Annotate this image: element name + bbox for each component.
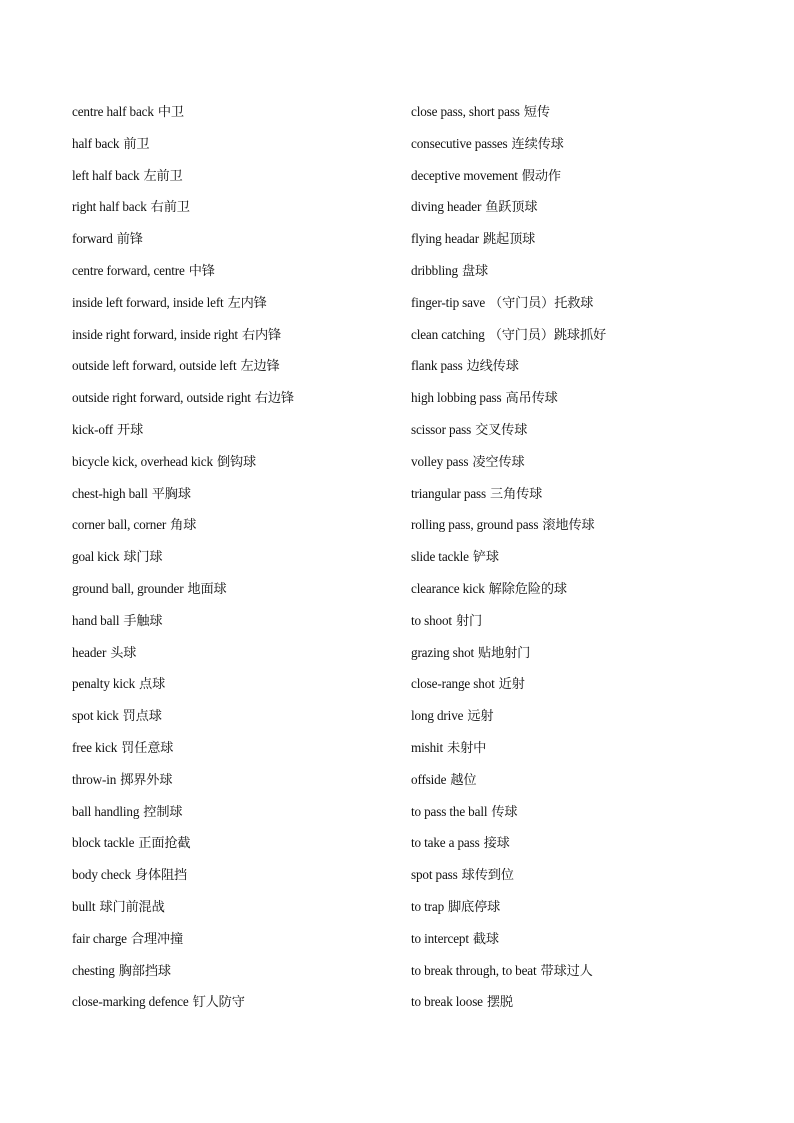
term-english: flying headar xyxy=(411,231,479,247)
term-english: high lobbing pass xyxy=(411,390,502,406)
term-chinese: 合理冲撞 xyxy=(130,931,184,947)
term-row xyxy=(411,255,741,287)
term-english: consecutive passes xyxy=(411,135,508,151)
term-chinese: 平胸球 xyxy=(151,486,191,502)
term-english: forward xyxy=(72,231,113,247)
term-row xyxy=(72,509,402,541)
term-chinese: 头球 xyxy=(110,645,137,661)
term-chinese: 右边锋 xyxy=(254,391,294,407)
term-row xyxy=(72,764,402,796)
term-english: to trap xyxy=(411,898,445,914)
term-english: triangular pass xyxy=(411,485,487,501)
term-row xyxy=(72,637,402,669)
term-english: kick-off xyxy=(72,421,114,437)
term-chinese: 倒钩球 xyxy=(216,454,257,470)
term-english: finger-tip save xyxy=(411,294,486,310)
left-term-column xyxy=(72,96,402,1018)
term-row xyxy=(411,827,741,859)
term-english: diving header xyxy=(411,199,482,215)
term-english: spot kick xyxy=(72,708,119,724)
term-english: centre half back xyxy=(72,104,154,119)
term-english: to shoot xyxy=(411,612,452,628)
term-row xyxy=(72,382,402,414)
term-chinese: 罚点球 xyxy=(122,709,162,725)
term-row xyxy=(411,96,741,128)
term-english: outside left forward, outside left xyxy=(72,358,237,374)
term-chinese: 连续传球 xyxy=(511,136,564,152)
term-chinese: 球门前混战 xyxy=(99,899,165,915)
term-chinese: 假动作 xyxy=(521,168,561,184)
term-row xyxy=(72,255,402,287)
term-row xyxy=(72,986,402,1018)
term-chinese: 球门球 xyxy=(123,550,163,566)
term-row xyxy=(72,605,402,637)
term-chinese: 贴地射门 xyxy=(478,645,531,661)
term-row xyxy=(72,446,402,478)
term-english: slide tackle xyxy=(411,549,469,565)
term-row xyxy=(72,350,402,382)
term-row xyxy=(72,668,402,700)
term-english: ground ball, grounder xyxy=(72,580,184,596)
term-english: left half back xyxy=(72,167,140,183)
term-english: throw-in xyxy=(72,771,117,787)
term-row xyxy=(72,732,402,764)
term-english: dribbling xyxy=(411,262,459,278)
term-chinese: 左内锋 xyxy=(227,295,267,311)
term-english: deceptive movement xyxy=(411,167,518,183)
term-row xyxy=(411,573,741,605)
term-chinese: 鱼跃顶球 xyxy=(485,200,538,216)
term-chinese: （守门员）托救球 xyxy=(489,295,594,311)
term-chinese: 凌空传球 xyxy=(472,454,525,470)
term-chinese: 铲球 xyxy=(472,550,499,566)
term-english: chest-high ball xyxy=(72,485,148,501)
term-english: chesting xyxy=(72,962,115,978)
term-chinese: 越位 xyxy=(450,772,477,788)
term-row xyxy=(411,764,741,796)
term-chinese: 正面抢截 xyxy=(138,836,191,852)
term-chinese: 胸部挡球 xyxy=(118,963,171,979)
term-row xyxy=(72,955,402,987)
term-english: body check xyxy=(72,867,131,883)
term-row xyxy=(411,287,741,319)
term-chinese: 角球 xyxy=(170,518,197,534)
term-row xyxy=(411,414,741,446)
term-row xyxy=(411,509,741,541)
term-english: to pass the ball xyxy=(411,803,488,819)
term-chinese: 前卫 xyxy=(123,136,150,152)
term-chinese: （守门员）跳球抓好 xyxy=(488,327,607,343)
term-english: half back xyxy=(72,135,120,151)
term-chinese: 盘球 xyxy=(462,263,489,279)
term-chinese: 近射 xyxy=(498,677,525,693)
term-row xyxy=(72,891,402,923)
term-row xyxy=(72,923,402,955)
term-chinese: 中锋 xyxy=(188,263,215,279)
term-english: spot pass xyxy=(411,867,458,883)
term-english: offside xyxy=(411,771,447,787)
term-row xyxy=(411,859,741,891)
term-row xyxy=(411,191,741,223)
term-chinese: 截球 xyxy=(472,931,499,947)
term-english: rolling pass, ground pass xyxy=(411,517,539,533)
term-english: outside right forward, outside right xyxy=(72,390,251,406)
term-chinese: 前锋 xyxy=(116,232,143,248)
term-row xyxy=(72,160,402,192)
term-row xyxy=(72,319,402,351)
term-row xyxy=(72,96,402,128)
term-row xyxy=(411,223,741,255)
term-row xyxy=(411,319,741,351)
term-chinese: 三角传球 xyxy=(490,486,543,502)
term-english: centre forward, centre xyxy=(72,262,185,278)
term-english: hand ball xyxy=(72,612,120,628)
term-english: to break loose xyxy=(411,994,483,1010)
term-row xyxy=(411,700,741,732)
term-row xyxy=(411,382,741,414)
term-english: bullt xyxy=(72,898,96,914)
term-english: to intercept xyxy=(411,930,469,946)
term-row xyxy=(411,732,741,764)
term-chinese: 右前卫 xyxy=(150,200,190,216)
term-chinese: 摆脱 xyxy=(486,995,513,1011)
term-row xyxy=(72,541,402,573)
term-english: close pass, short pass xyxy=(411,104,520,119)
term-english: penalty kick xyxy=(72,676,136,692)
term-row xyxy=(411,955,741,987)
term-row xyxy=(72,700,402,732)
term-english: inside left forward, inside left xyxy=(72,294,224,310)
term-chinese: 带球过人 xyxy=(540,963,593,979)
term-chinese: 开球 xyxy=(117,422,144,438)
term-english: to take a pass xyxy=(411,835,480,851)
term-english: close-marking defence xyxy=(72,994,189,1010)
term-english: free kick xyxy=(72,739,118,755)
term-chinese: 地面球 xyxy=(187,581,227,597)
term-row xyxy=(72,796,402,828)
term-row xyxy=(411,637,741,669)
term-row xyxy=(411,350,741,382)
term-row xyxy=(411,541,741,573)
term-row xyxy=(411,891,741,923)
term-chinese: 中卫 xyxy=(157,105,184,120)
term-english: block tackle xyxy=(72,835,135,851)
term-row xyxy=(411,478,741,510)
term-english: volley pass xyxy=(411,453,469,469)
term-english: fair charge xyxy=(72,930,127,946)
term-chinese: 身体阻挡 xyxy=(134,868,188,884)
term-chinese: 边线传球 xyxy=(466,359,519,375)
term-chinese: 钉人防守 xyxy=(192,995,245,1011)
term-row xyxy=(411,605,741,637)
term-row xyxy=(411,986,741,1018)
term-row xyxy=(72,573,402,605)
term-chinese: 传球 xyxy=(491,804,518,820)
term-english: grazing shot xyxy=(411,644,475,660)
term-english: close-range shot xyxy=(411,676,495,692)
term-chinese: 短传 xyxy=(523,105,550,120)
term-row xyxy=(411,923,741,955)
term-chinese: 接球 xyxy=(483,836,510,852)
term-row xyxy=(72,859,402,891)
term-english: goal kick xyxy=(72,549,120,565)
term-row xyxy=(72,478,402,510)
term-english: bicycle kick, overhead kick xyxy=(72,453,213,469)
term-chinese: 未射中 xyxy=(447,740,487,756)
term-chinese: 跳起顶球 xyxy=(483,232,536,248)
term-english: clearance kick xyxy=(411,580,485,596)
term-chinese: 交叉传球 xyxy=(475,422,528,438)
term-chinese: 罚任意球 xyxy=(121,740,174,756)
term-english: mishit xyxy=(411,739,444,755)
term-row xyxy=(411,796,741,828)
right-term-column xyxy=(411,96,741,1018)
term-chinese: 高吊传球 xyxy=(505,391,558,407)
term-chinese: 右内锋 xyxy=(241,327,282,343)
term-english: right half back xyxy=(72,199,147,215)
term-chinese: 手触球 xyxy=(123,613,163,629)
term-english: corner ball, corner xyxy=(72,517,167,533)
term-row xyxy=(411,128,741,160)
term-row xyxy=(411,668,741,700)
term-chinese: 左边锋 xyxy=(240,359,280,375)
term-chinese: 脚底停球 xyxy=(448,899,501,915)
term-chinese: 左前卫 xyxy=(143,168,183,184)
term-chinese: 点球 xyxy=(139,677,166,693)
term-english: inside right forward, inside right xyxy=(72,326,238,342)
term-row xyxy=(72,827,402,859)
term-row xyxy=(72,191,402,223)
term-row xyxy=(72,128,402,160)
term-english: ball handling xyxy=(72,803,140,819)
term-english: header xyxy=(72,644,107,660)
term-english: scissor pass xyxy=(411,421,472,437)
term-chinese: 射门 xyxy=(455,613,483,629)
term-row xyxy=(72,414,402,446)
term-english: clean catching xyxy=(411,326,485,342)
term-chinese: 掷界外球 xyxy=(120,772,173,788)
term-chinese: 远射 xyxy=(467,709,494,725)
term-row xyxy=(411,446,741,478)
term-english: long drive xyxy=(411,708,464,724)
term-chinese: 控制球 xyxy=(143,804,183,820)
term-chinese: 滚地传球 xyxy=(542,518,595,534)
term-english: to break through, to beat xyxy=(411,962,537,978)
term-chinese: 解除危险的球 xyxy=(488,581,567,597)
term-row xyxy=(72,223,402,255)
term-chinese: 球传到位 xyxy=(461,868,514,884)
term-english: flank pass xyxy=(411,358,463,374)
term-row xyxy=(411,160,741,192)
term-row xyxy=(72,287,402,319)
